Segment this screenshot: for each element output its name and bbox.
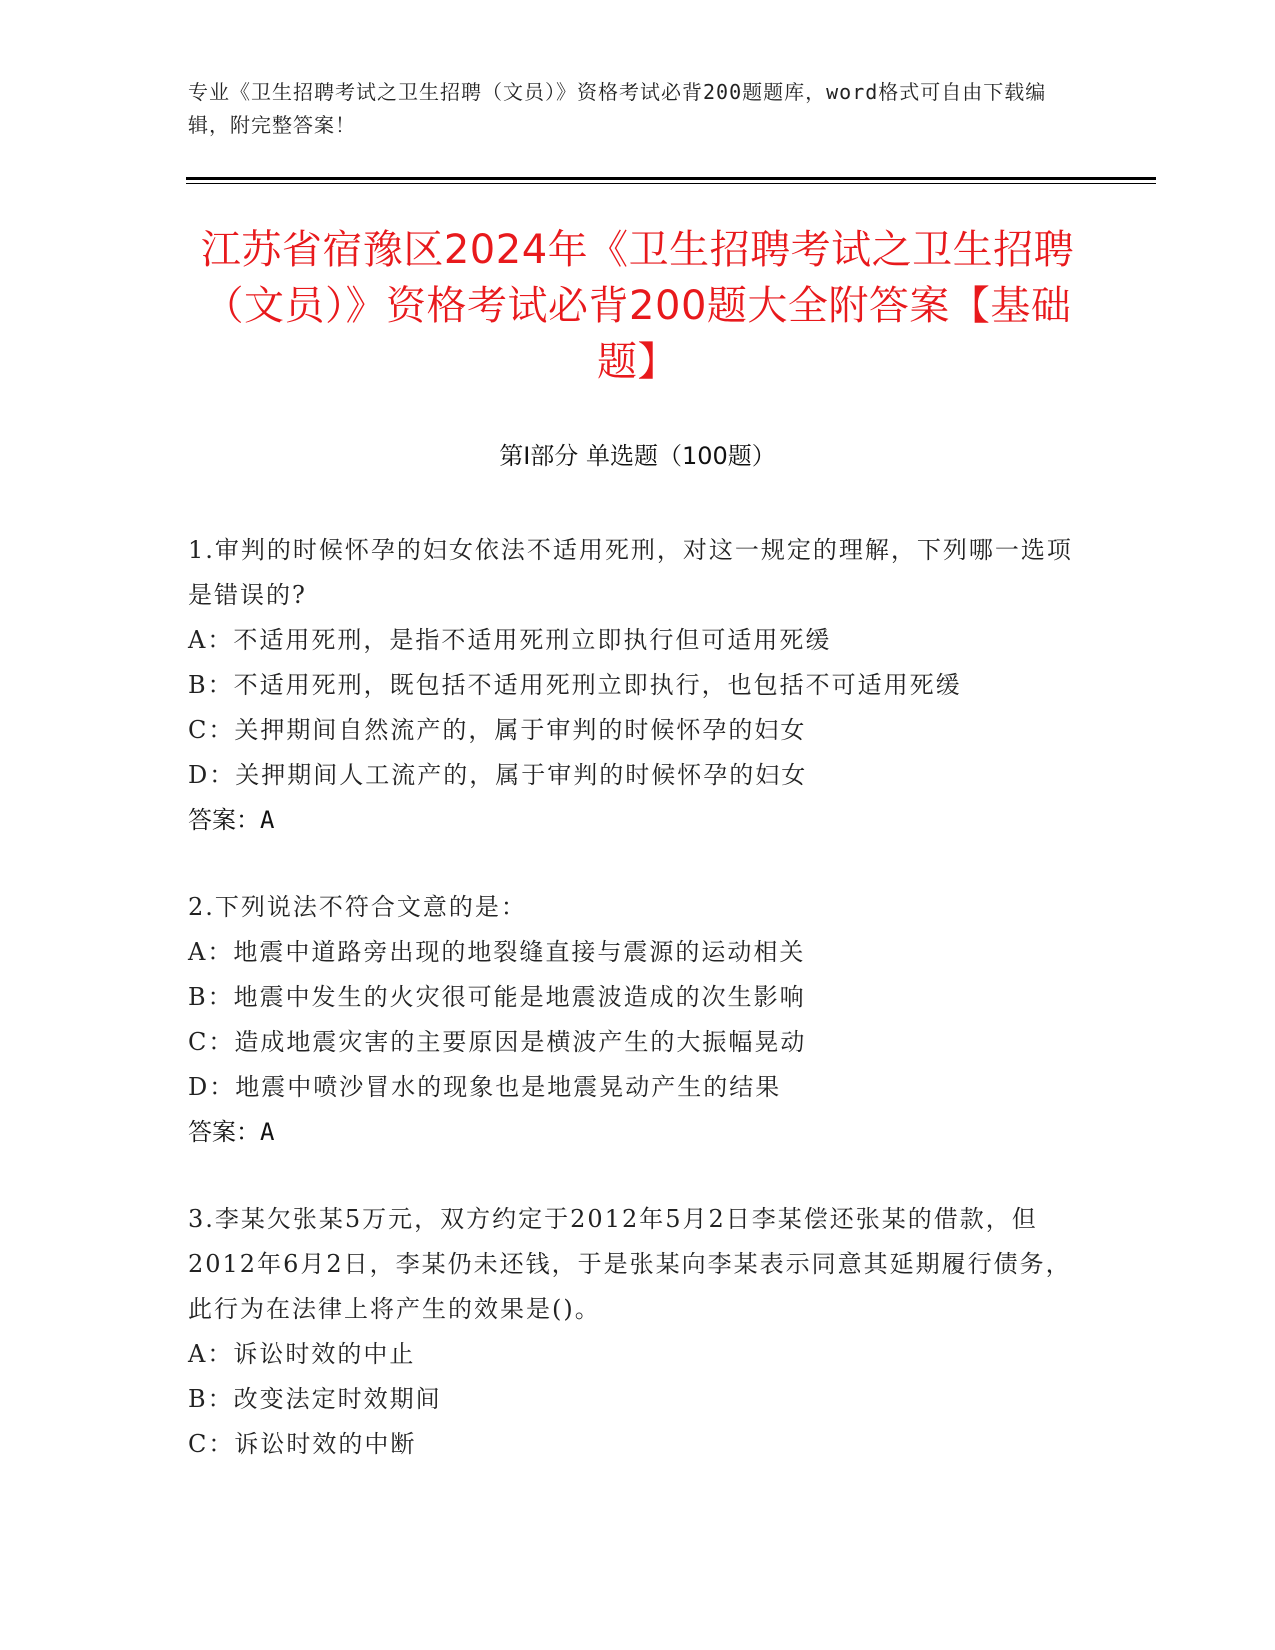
option-d: D：关押期间人工流产的，属于审判的时候怀孕的妇女 [188, 761, 808, 789]
header-rule-thin [186, 183, 1156, 184]
option-b: B：地震中发生的火灾很可能是地震波造成的次生影响 [188, 983, 806, 1011]
option-c: C：关押期间自然流产的，属于审判的时候怀孕的妇女 [188, 716, 807, 744]
document-title: 江苏省宿豫区2024年《卫生招聘考试之卫生招聘（文员）》资格考试必背200题大全附答案【基础题】 [200, 227, 1075, 385]
answer-label: 答案： [188, 806, 260, 834]
question-2 [188, 885, 1088, 1155]
option-a: A：不适用死刑，是指不适用死刑立即执行但可适用死缓 [188, 626, 832, 654]
answer-line [188, 1110, 1088, 1155]
option-a: A：诉讼时效的中止 [188, 1340, 416, 1368]
header-note: 专业《卫生招聘考试之卫生招聘（文员）》资格考试必背200题题库，word格式可自由下载编辑，附完整答案！ [188, 80, 1047, 137]
question-1 [188, 528, 1088, 843]
option-c: C：诉讼时效的中断 [188, 1430, 417, 1458]
question-3 [188, 1197, 1088, 1467]
option-b: B：改变法定时效期间 [188, 1385, 442, 1413]
question-stem: 3.李某欠张某5万元，双方约定于2012年5月2日李某偿还张某的借款，但2012年6月2日，李某仍未还钱，于是张某向李某表示同意其延期履行债务，此行为在法律上将产生的效果是()。 [188, 1205, 1072, 1323]
answer-label: 答案： [188, 1118, 260, 1146]
section-heading: 第Ⅰ部分 单选题（100题） [499, 442, 776, 470]
option-c: C：造成地震灾害的主要原因是横波产生的大振幅晃动 [188, 1028, 807, 1056]
question-stem: 1.审判的时候怀孕的妇女依法不适用死刑，对这一规定的理解，下列哪一选项是错误的? [188, 536, 1073, 609]
option-d: D：地震中喷沙冒水的现象也是地震晃动产生的结果 [188, 1073, 782, 1101]
question-list [188, 528, 1088, 1509]
answer-value: A [260, 1118, 275, 1146]
question-stem: 2.下列说法不符合文意的是： [188, 893, 527, 921]
answer-line [188, 798, 1088, 843]
header-rule-thick [186, 177, 1156, 180]
answer-value: A [260, 806, 275, 834]
option-a: A：地震中道路旁出现的地裂缝直接与震源的运动相关 [188, 938, 806, 966]
option-b: B：不适用死刑，既包括不适用死刑立即执行，也包括不可适用死缓 [188, 671, 962, 699]
